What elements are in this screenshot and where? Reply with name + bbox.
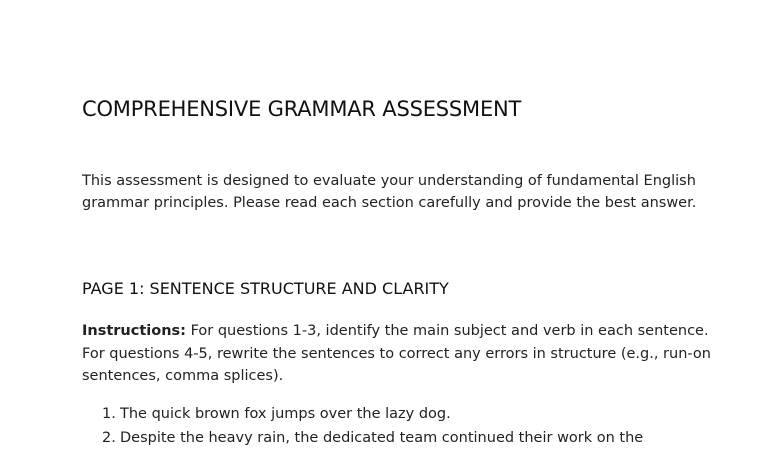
instructions-text: For questions 1-3, identify the main subject and verb in each sentence. For questions 4-5, rewrite the sentences to correct any errors in structure (e.g., run-on sentences, comma splices). bbox=[82, 323, 711, 384]
instructions-paragraph bbox=[82, 320, 712, 388]
question-text: Despite the heavy rain, the dedicated team continued their work on the bbox=[120, 430, 644, 446]
question-text: The quick brown fox jumps over the lazy dog. bbox=[120, 406, 451, 422]
question-list bbox=[82, 402, 722, 450]
list-item bbox=[82, 426, 722, 450]
intro-paragraph: This assessment is designed to evaluate your understanding of fundamental English grammar principles. Please read each section carefully and provide the best answer. bbox=[82, 173, 697, 211]
document-title: COMPREHENSIVE GRAMMAR ASSESSMENT bbox=[82, 97, 522, 121]
section-heading: PAGE 1: SENTENCE STRUCTURE AND CLARITY bbox=[82, 279, 449, 298]
list-item bbox=[82, 402, 722, 426]
instructions-label: Instructions: bbox=[82, 323, 186, 339]
question-number: 1. bbox=[102, 406, 116, 422]
question-number: 2. bbox=[102, 430, 116, 446]
